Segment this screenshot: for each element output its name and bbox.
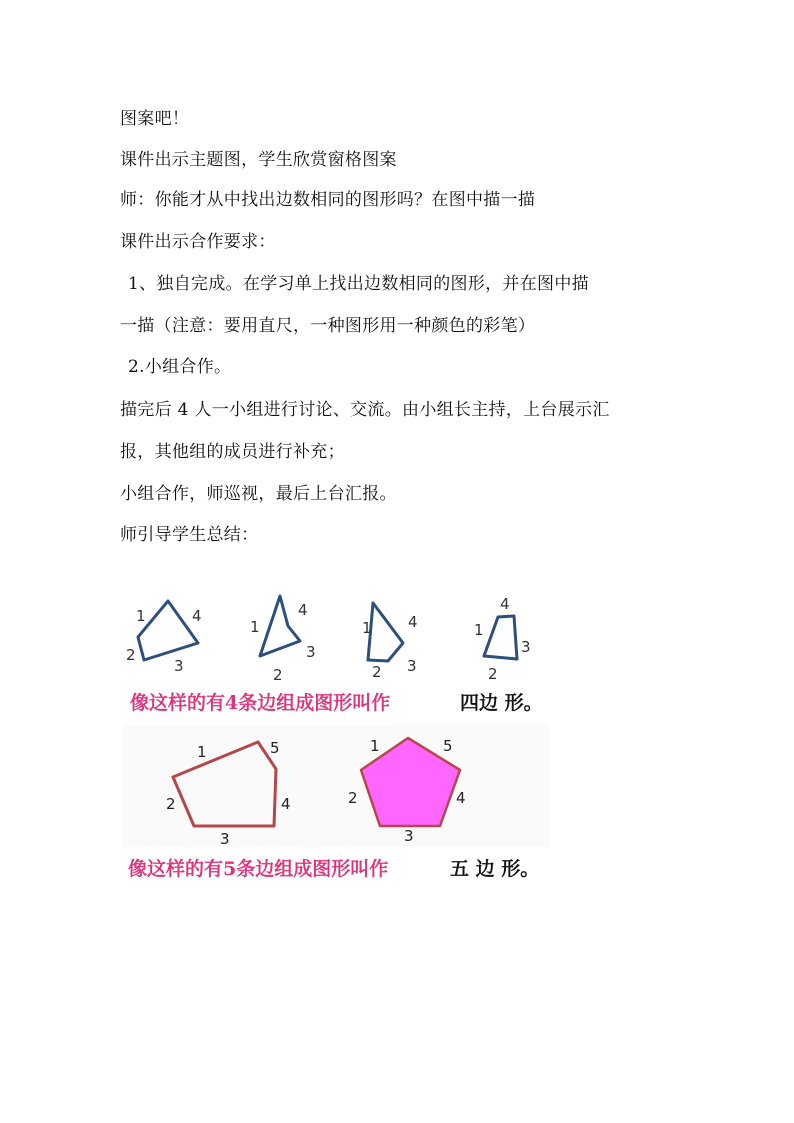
quadrilateral-1 [126, 601, 202, 675]
paragraph-5: 1、独自完成。在学习单上找出边数相同的图形，并在图中描 [128, 274, 589, 294]
pent-1-label-2: 2 [166, 795, 176, 813]
pent-1-label-1: 1 [197, 743, 207, 761]
quadrilateral-4 [474, 595, 531, 683]
pent-2-label-5: 5 [443, 737, 453, 755]
quadrilateral-2 [250, 596, 316, 684]
quad-1-label-2: 2 [126, 646, 136, 664]
quad-2-label-4: 4 [298, 601, 308, 619]
paragraph-11: 师引导学生总结： [120, 525, 259, 545]
quad-4-label-3: 3 [521, 638, 531, 656]
paragraph-4: 课件出示合作要求： [120, 232, 276, 252]
paragraph-7: 2.小组合作。 [128, 357, 232, 377]
polygon-figure [118, 585, 558, 885]
quadrilateral-2-shape [260, 596, 300, 656]
quad-3-label-3: 3 [407, 657, 417, 675]
pent-2-label-4: 4 [456, 789, 466, 807]
paragraph-10: 小组合作，师巡视，最后上台汇报。 [120, 484, 397, 504]
quad-2-label-2: 2 [273, 666, 283, 684]
pent-2-label-2: 2 [348, 789, 358, 807]
quad-4-label-1: 1 [474, 621, 484, 639]
quad-2-label-3: 3 [306, 643, 316, 661]
paragraph-9: 报，其他组的成员进行补充； [120, 442, 345, 462]
paragraph-2: 课件出示主题图，学生欣赏窗格图案 [120, 150, 397, 170]
pentagon-caption-pink: 像这样的有5条边组成图形叫作 [128, 858, 389, 880]
pent-1-label-4: 4 [281, 795, 291, 813]
quadrilateral-4-shape [484, 616, 517, 659]
quad-1-label-4: 4 [192, 607, 202, 625]
pentagon-panel [122, 725, 550, 847]
quadrilateral-3 [362, 603, 418, 681]
quad-1-label-3: 3 [174, 657, 184, 675]
quad-2-label-1: 1 [250, 618, 260, 636]
paragraph-8: 描完后 4 人一小组进行讨论、交流。由小组长主持，上台展示汇 [120, 400, 610, 420]
pent-1-label-3: 3 [220, 830, 230, 848]
quadrilateral-caption-term: 四边 形。 [460, 692, 543, 714]
quad-3-label-1: 1 [362, 619, 372, 637]
pent-2-label-1: 1 [370, 737, 380, 755]
paragraph-6: 一描（注意：要用直尺，一种图形用一种颜色的彩笔） [120, 316, 536, 336]
quad-3-label-4: 4 [408, 613, 418, 631]
quad-4-label-2: 2 [488, 665, 498, 683]
pent-2-label-3: 3 [404, 827, 414, 845]
pent-1-label-5: 5 [270, 739, 280, 757]
paragraph-3: 师：你能才从中找出边数相同的图形吗？在图中描一描 [120, 190, 536, 210]
quadrilateral-3-shape [368, 603, 403, 661]
pentagon-caption-term: 五 边 形。 [450, 858, 540, 880]
paragraph-1: 图案吧！ [120, 109, 190, 129]
quad-1-label-1: 1 [136, 607, 146, 625]
quadrilateral-1-shape [138, 601, 198, 660]
quad-4-label-4: 4 [500, 595, 510, 613]
polygon-illustration [118, 585, 558, 885]
quad-3-label-2: 2 [372, 663, 382, 681]
quadrilateral-caption-pink: 像这样的有4条边组成图形叫作 [130, 692, 391, 714]
